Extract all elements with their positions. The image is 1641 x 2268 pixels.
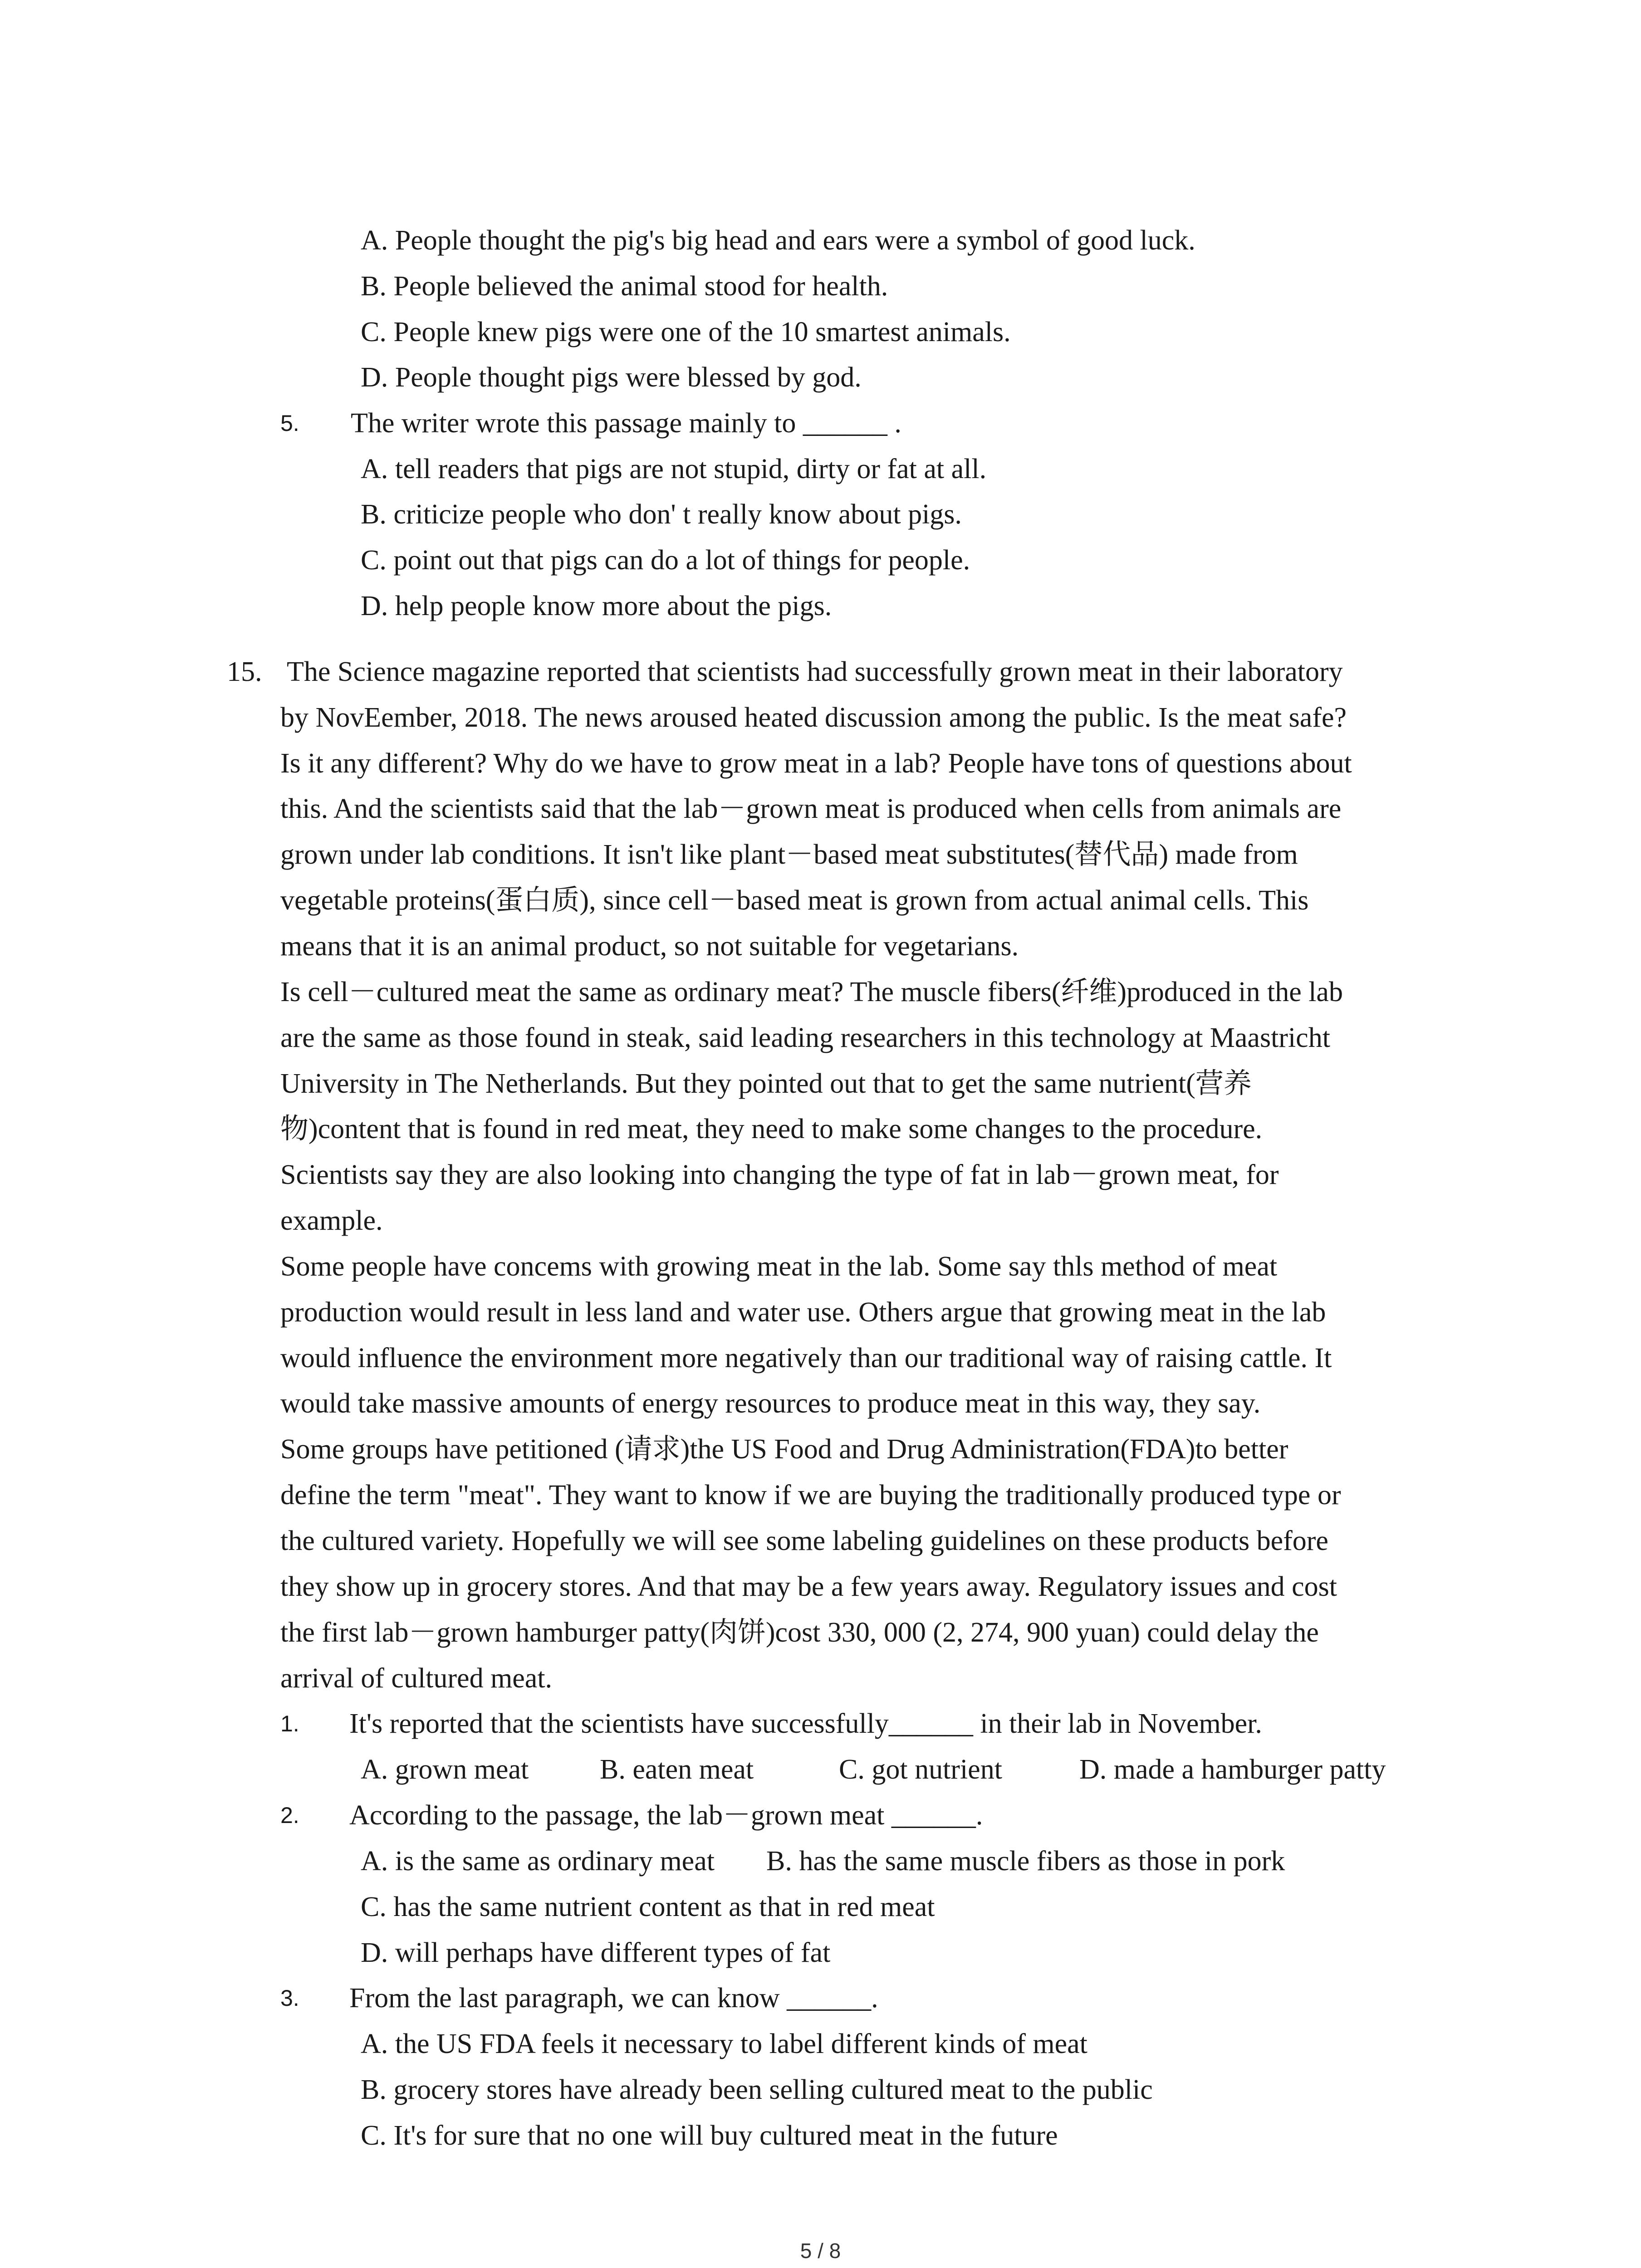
question-number: 5.	[280, 411, 299, 436]
option-q5-b: B. criticize people who don' t really know about pigs.	[361, 499, 962, 530]
passage-line: they show up in grocery stores. And that may be a few years away. Regulatory issues and cost	[280, 1571, 1337, 1602]
option-q1-d: D. made a hamburger patty	[1079, 1754, 1386, 1785]
passage-line: define the term "meat". They want to know if we are buying the traditionally produced type or	[280, 1480, 1341, 1510]
passage-line: production would result in less land and water use. Others argue that growing meat in the lab	[280, 1297, 1326, 1328]
passage-line: University in The Netherlands. But they pointed out that to get the same nutrient(营养	[280, 1068, 1252, 1099]
passage-line: Some people have concems with growing meat in the lab. Some say thls method of meat	[280, 1251, 1278, 1282]
option-q4-d: D. People thought pigs were blessed by god.	[361, 362, 862, 393]
option-q4-b: B. People believed the animal stood for health.	[361, 271, 888, 302]
passage-line: Scientists say they are also looking into changing the type of fat in lab－grown meat, for	[280, 1159, 1279, 1190]
passage-number: 15.	[227, 656, 262, 687]
passage-line: means that it is an animal product, so not suitable for vegetarians.	[280, 931, 1019, 962]
passage-line: this. And the scientists said that the lab－grown meat is produced when cells from animals are	[280, 793, 1342, 824]
option-q4-a: A. People thought the pig's big head and ears were a symbol of good luck.	[361, 225, 1195, 256]
option-q3-c: C. It's for sure that no one will buy cultured meat in the future	[361, 2120, 1058, 2151]
passage-line: arrival of cultured meat.	[280, 1663, 553, 1694]
question-number: 3.	[280, 1985, 299, 2011]
question-number: 1.	[280, 1711, 299, 1736]
passage-line: example.	[280, 1205, 383, 1236]
passage-line: would take massive amounts of energy resources to produce meat in this way, they say.	[280, 1388, 1261, 1419]
option-q5-d: D. help people know more about the pigs.	[361, 591, 832, 621]
passage-line: the first lab－grown hamburger patty(肉饼)cost 330, 000 (2, 274, 900 yuan) could delay the	[280, 1617, 1319, 1648]
question-text: From the last paragraph, we can know ______.	[349, 1983, 878, 2014]
option-q5-c: C. point out that pigs can do a lot of things for people.	[361, 545, 970, 576]
question-text: According to the passage, the lab－grown meat ______.	[349, 1800, 983, 1831]
question-text: It's reported that the scientists have successfully______ in their lab in November.	[349, 1708, 1262, 1739]
question-number: 2.	[280, 1803, 299, 1828]
passage-line: 物)content that is found in red meat, they need to make some changes to the procedure.	[280, 1114, 1263, 1144]
option-q4-c: C. People knew pigs were one of the 10 smartest animals.	[361, 317, 1011, 347]
option-q1-a: A. grown meat	[361, 1754, 529, 1785]
passage-line: Is it any different? Why do we have to grow meat in a lab? People have tons of questions about	[280, 748, 1352, 779]
question-text: The writer wrote this passage mainly to ______ .	[351, 408, 901, 439]
passage-line: are the same as those found in steak, said leading researchers in this technology at Maastricht	[280, 1022, 1330, 1053]
option-q1-c: C. got nutrient	[839, 1754, 1002, 1785]
option-q5-a: A. tell readers that pigs are not stupid, dirty or fat at all.	[361, 454, 987, 484]
option-q2-d: D. will perhaps have different types of fat	[361, 1937, 831, 1968]
passage-line: the cultured variety. Hopefully we will see some labeling guidelines on these products before	[280, 1525, 1328, 1556]
option-q2-c: C. has the same nutrient content as that in red meat	[361, 1892, 935, 1922]
passage-line: The Science magazine reported that scientists had successfully grown meat in their laboratory	[287, 656, 1343, 687]
passage-line: grown under lab conditions. It isn't like plant－based meat substitutes(替代品) made from	[280, 839, 1298, 870]
passage-line: by NovEember, 2018. The news aroused heated discussion among the public. Is the meat safe?	[280, 702, 1347, 733]
page-number: 5 / 8	[800, 2239, 841, 2263]
option-q3-a: A. the US FDA feels it necessary to label different kinds of meat	[361, 2028, 1087, 2059]
option-q2-b: B. has the same muscle fibers as those in pork	[766, 1846, 1285, 1877]
option-q3-b: B. grocery stores have already been selling cultured meat to the public	[361, 2074, 1153, 2105]
passage-line: would influence the environment more negatively than our traditional way of raising cattle. It	[280, 1343, 1332, 1374]
passage-line: vegetable proteins(蛋白质), since cell－based meat is grown from actual animal cells. This	[280, 885, 1309, 916]
option-q1-b: B. eaten meat	[600, 1754, 754, 1785]
passage-line: Some groups have petitioned (请求)the US Food and Drug Administration(FDA)to better	[280, 1434, 1288, 1465]
passage-line: Is cell－cultured meat the same as ordinary meat? The muscle fibers(纤维)produced in the lab	[280, 977, 1343, 1007]
option-q2-a: A. is the same as ordinary meat	[361, 1846, 715, 1877]
